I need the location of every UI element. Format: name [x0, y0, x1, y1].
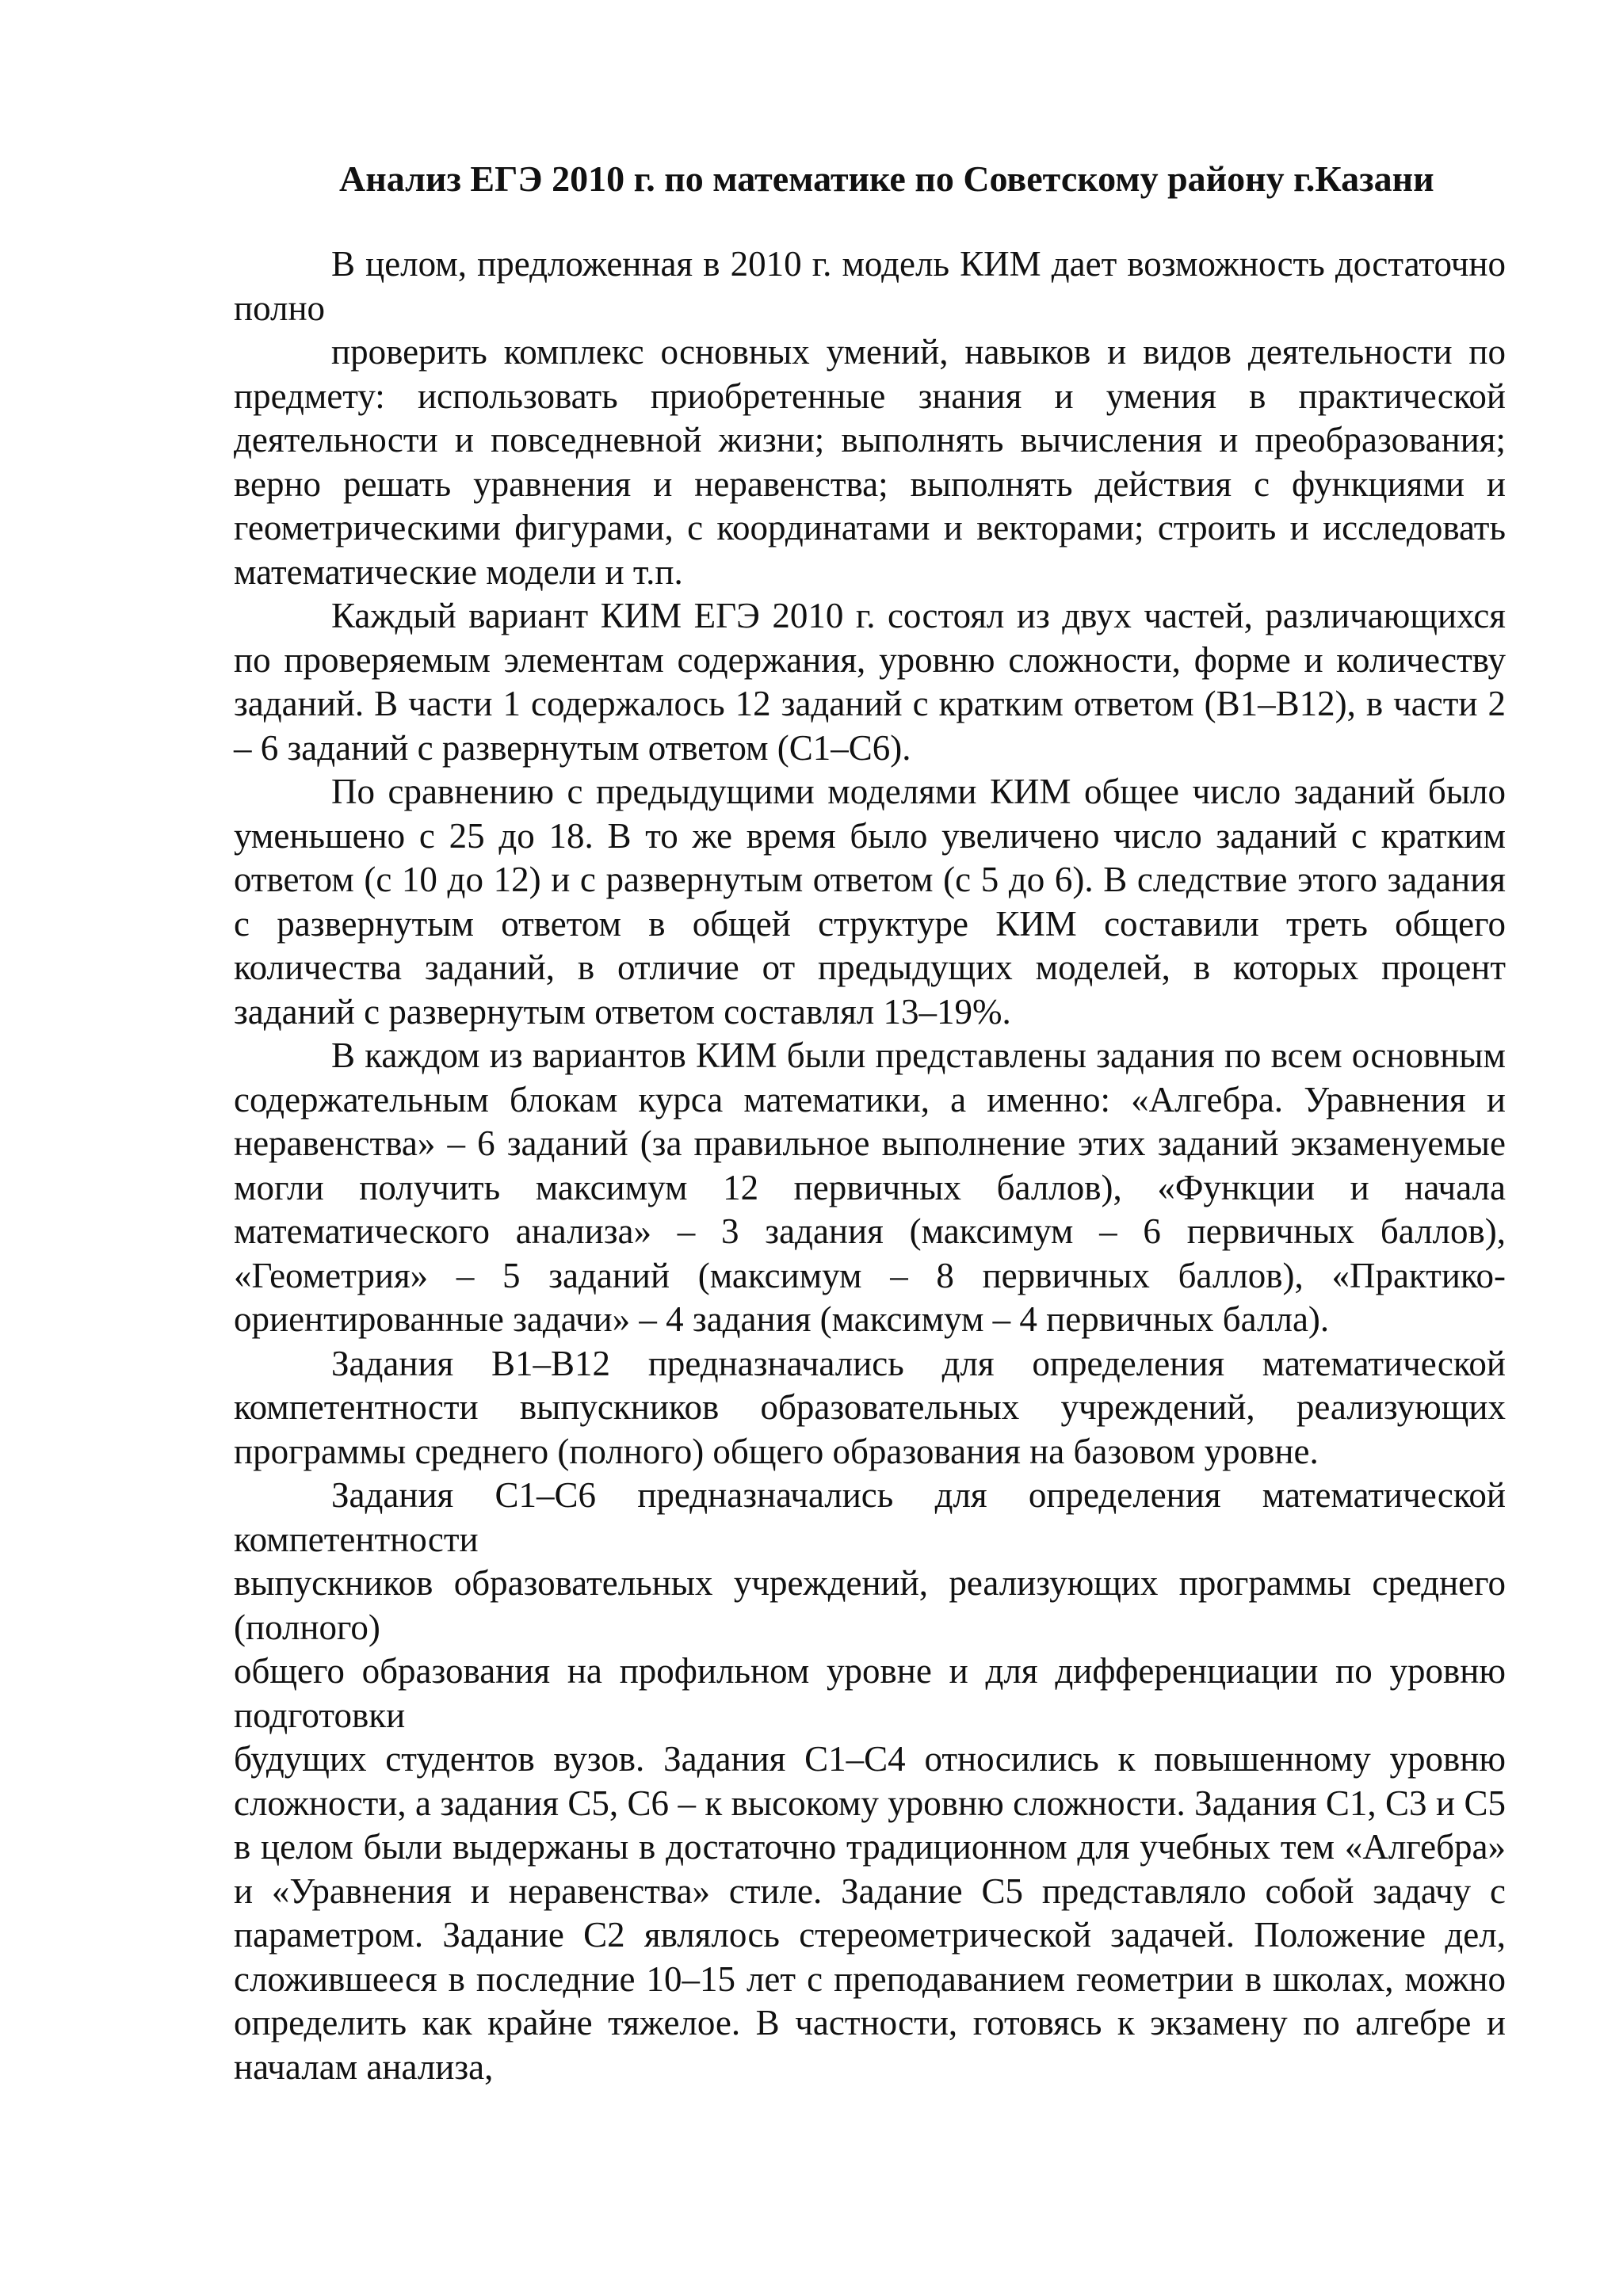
paragraph-intro: В целом, предложенная в 2010 г. модель КИМ дает возможность достаточно полно: [234, 244, 1506, 328]
paragraph-content-blocks: В каждом из вариантов КИМ были представлены задания по всем основным содержательным блокам курса математики, а именно: «Алгебра. Уравнения и неравенства» – 6 заданий (за правильное выполнение этих заданий экзаменуемые могли получить максимум 12 первичных баллов), «Функции и начала математического анализа» – 3 задания (максимум – 6 первичных баллов), «Геометрия» – 5 заданий (максимум – 8 первичных баллов), «Практико-ориентированные задачи» – 4 задания (максимум – 4 первичных балла).: [234, 1035, 1506, 1339]
paragraph-structure: Каждый вариант КИМ ЕГЭ 2010 г. состоял из двух частей, различающихся по проверяемым элементам содержания, уровню сложности, форме и количеству заданий. В части 1 содержалось 12 заданий с кратким ответом (В1–В12), в части 2 – 6 заданий с развернутым ответом (С1–С6).: [234, 596, 1506, 768]
paragraph-tasks-b: Задания В1–В12 предназначались для определения математической компетентности выпускников образовательных учреждений, реализующих программы среднего (полного) общего образования на базовом уровне.: [234, 1343, 1506, 1471]
document-body: [234, 242, 1506, 2089]
paragraph-tasks-c: Задания С1–С6 предназначались для определения математической компетентности: [234, 1475, 1506, 1559]
paragraph-students: будущих студентов вузов. Задания С1–С4 относились к повышенному уровню сложности, а задания С5, С6 – к высокому уровню сложности. Задания С1, С3 и С5 в целом были выдержаны в достаточно традиционном для учебных тем «Алгебра» и «Уравнения и неравенства» стиле. Задание С5 представляло собой задачу с параметром. Задание С2 являлось стереометрической задачей. Положение дел, сложившееся в последние 10–15 лет с преподаванием геометрии в школах, можно определить как крайне тяжелое. В частности, готовясь к экзамену по алгебре и началам анализа,: [234, 1739, 1506, 2087]
paragraph-comparison: По сравнению с предыдущими моделями КИМ общее число заданий было уменьшено с 25 до 18. В то же время было увеличено число заданий с кратким ответом (с 10 до 12) и с развернутым ответом (с 5 до 6). В следствие этого задания с развернутым ответом в общей структуре КИМ составили треть общего количества заданий, в отличие от предыдущих моделей, в которых процент заданий с развернутым ответом составлял 13–19%.: [234, 772, 1506, 1032]
paragraph-general-education: общего образования на профильном уровне и для дифференциации по уровню подготовки: [234, 1651, 1506, 1735]
paragraph-graduates: выпускников образовательных учреждений, реализующих программы среднего (полного): [234, 1563, 1506, 1647]
document-title: Анализ ЕГЭ 2010 г. по математике по Советскому району г.Казани: [339, 158, 1434, 199]
paragraph-skills: проверить комплекс основных умений, навыков и видов деятельности по предмету: использовать приобретенные знания и умения в практической деятельности и повседневной жизни; выполнять вычисления и преобразования; верно решать уравнения и неравенства; выполнять действия с функциями и геометрическими фигурами, с координатами и векторами; строить и исследовать математические модели и т.п.: [234, 332, 1506, 592]
